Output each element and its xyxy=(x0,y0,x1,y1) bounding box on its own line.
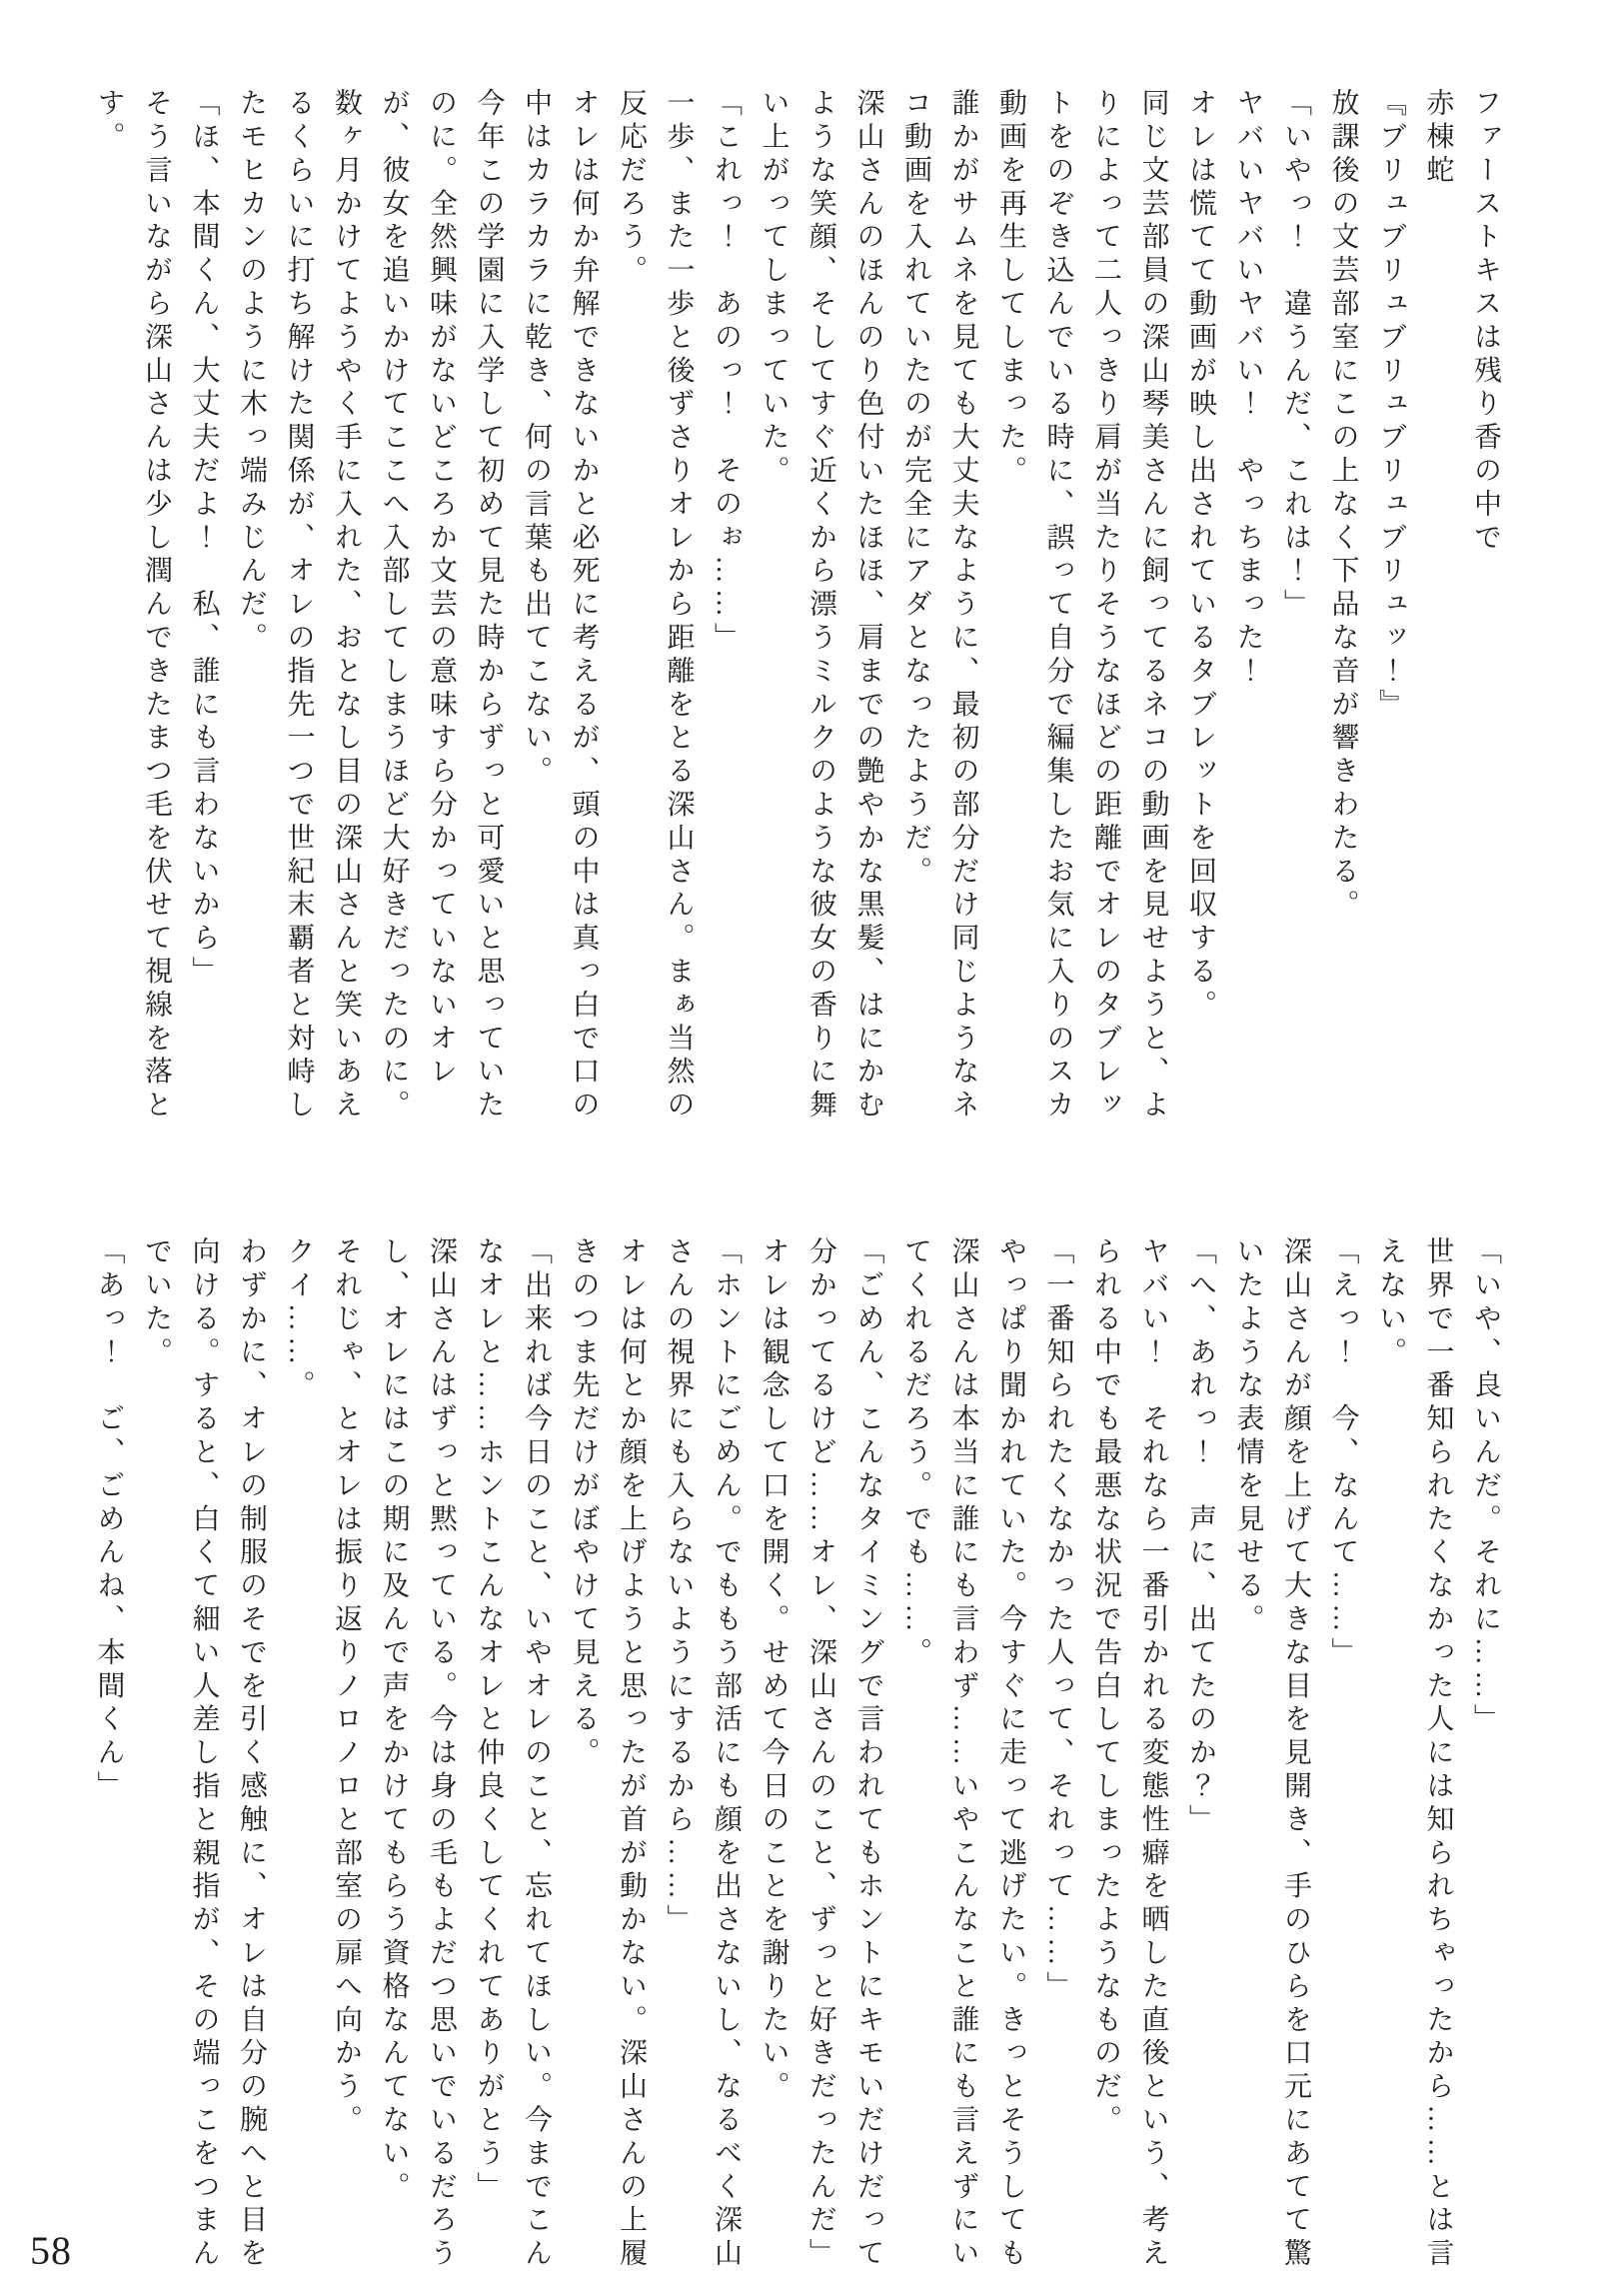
story-paragraph: 深山さんが顔を上げて大きな目を見開き、手のひらを口元にあてて驚いたような表情を見せる。 xyxy=(1232,1236,1311,2272)
story-paragraph: 放課後の文芸部室にこの上なく下品な音が響きわたる。 xyxy=(1327,88,1359,923)
story-paragraph: 「あっ！ ご、ごめんね、本間くん」 xyxy=(93,1236,125,1804)
story-paragraph: 同じ文芸部員の深山琴美さんに飼ってるネコの動画を見せようと、よりによって二人っきり肩が当たりそうなほどの距離でオレのタブレットをのぞき込んでいる時に、誤って自分で編集したお気に入りのスカ動画を再生してしまった。 xyxy=(995,88,1169,1124)
story-paragraph: 「いや、良いんだ。それに……」 xyxy=(1470,1236,1501,1737)
story-paragraph: 「ごめん、こんなタイミングで言われてもホントにキモいだけだって分かってるけど……オレ、深山さんのこと、ずっと好きだったんだ」 xyxy=(805,1236,884,2272)
story-paragraph: 「ほ、本間くん、大丈夫だよ！ 私、誰にも言わないから」 xyxy=(188,88,220,990)
story-paragraph: 今年この学園に入学して初めて見た時からずっと可愛いと思っていたのに。全然興味がないどころか文芸の意味すら分かっていないオレが、彼女を追いかけてここへ入部してしまうほど大好きだったのに。 xyxy=(378,88,505,1124)
story-paragraph: オレは何か弁解できないかと必死に考えるが、頭の中は真っ白で口の中はカラカラに乾き、何の言葉も出てこない。 xyxy=(521,88,600,1124)
story-paragraph: 深山さんはずっと黙っている。今は身の毛もよだつ思いでいるだろうし、オレにはこの期に及んで声をかけてもらう資格なんてない。 xyxy=(378,1236,457,2272)
story-paragraph: 「いやっ！ 違うんだ、これは！」 xyxy=(1280,88,1311,623)
story-second-half xyxy=(85,1236,1509,2278)
story-paragraph: ヤバい！ それなら一番引かれる変態性癖を晒した直後という、考えられる中でも最悪な状況で告白してしまったようなものだ。 xyxy=(1090,1236,1169,2272)
story-first-half xyxy=(85,88,1509,1130)
story-paragraph: 『ブリュブリュブリュブリュブリュッ！』 xyxy=(1375,88,1406,723)
story-paragraph: オレは観念して口を開く。せめて今日のことを謝りたい。 xyxy=(758,1236,790,2105)
story-paragraph: そう言いながら深山さんは少し潤んできたまつ毛を伏せて視線を落とす。 xyxy=(93,88,172,1124)
page-number: 58 xyxy=(30,2228,72,2273)
story-paragraph: オレは何とか顔を上げようと思ったが首が動かない。深山さんの上履きのつま先だけがぼやけて見える。 xyxy=(568,1236,647,2272)
story-paragraph: 数ヶ月かけてようやく手に入れた、おとなし目の深山さんと笑いあえるくらいに打ち解けた関係が、オレの指先一つで世紀末覇者と対峙したモヒカンのように木っ端みじんだ。 xyxy=(236,88,362,1124)
story-paragraph: わずかに、オレの制服のそでを引く感触に、オレは自分の腕へと目を向ける。すると、白くて細い人差し指と親指が、その端っこをつまんでいた。 xyxy=(141,1236,267,2272)
story-author: 赤棟蛇 xyxy=(1422,88,1454,189)
story-paragraph: 「一番知られたくなかった人って、それって……」 xyxy=(1042,1236,1074,2005)
story-paragraph: クイ……。 xyxy=(283,1236,315,1403)
story-paragraph: オレは慌てて動画が映し出されているタブレットを回収する。 xyxy=(1185,88,1216,1024)
story-paragraph: やっぱり聞かれていた。今すぐに走って逃げたい。きっとそうしても深山さんは本当に誰にも言わず……いやこんなこと誰にも言えずにいてくれるだろう。でも……。 xyxy=(900,1236,1026,2272)
story-paragraph: 深山さんのほんのり色付いたほほ、肩までの艶やかな黒髪、はにかむような笑顔、そしてすぐ近くから漂うミルクのような彼女の香りに舞い上がってしまっていた。 xyxy=(758,88,884,1124)
story-paragraph: 「へ、あれっ！ 声に、出てたのか？」 xyxy=(1185,1236,1216,1838)
story-title: ファーストキスは残り香の中で xyxy=(1470,88,1501,556)
story-paragraph: 一歩、また一歩と後ずさりオレから距離をとる深山さん。まぁ当然の反応だろう。 xyxy=(616,88,695,1124)
story-paragraph: 「ホントにごめん。でももう部活にも顔を出さないし、なるべく深山さんの視界にも入らないようにするから……」 xyxy=(663,1236,742,2272)
story-paragraph: 「えっ！ 今、なんて……」 xyxy=(1327,1236,1359,1671)
story-paragraph: 「出来れば今日のこと、いやオレのこと、忘れてほしい。今までこんなオレと……ホントこんなオレと仲良くしてくれてありがとう」 xyxy=(473,1236,552,2272)
story-paragraph: 誰かがサムネを見ても大丈夫なように、最初の部分だけ同じようなネコ動画を入れていたのが完全にアダとなったようだ。 xyxy=(900,88,979,1124)
story-paragraph: 世界で一番知られたくなかった人には知られちゃったから……とは言えない。 xyxy=(1375,1236,1454,2272)
story-paragraph: ヤバいヤバいヤバい！ やっちまった！ xyxy=(1232,88,1264,690)
story-paragraph: 「これっ！ あのっ！ そのぉ……」 xyxy=(711,88,742,656)
story-paragraph: それじゃ、とオレは振り返りノロノロと部室の扉へ向かう。 xyxy=(331,1236,362,2138)
